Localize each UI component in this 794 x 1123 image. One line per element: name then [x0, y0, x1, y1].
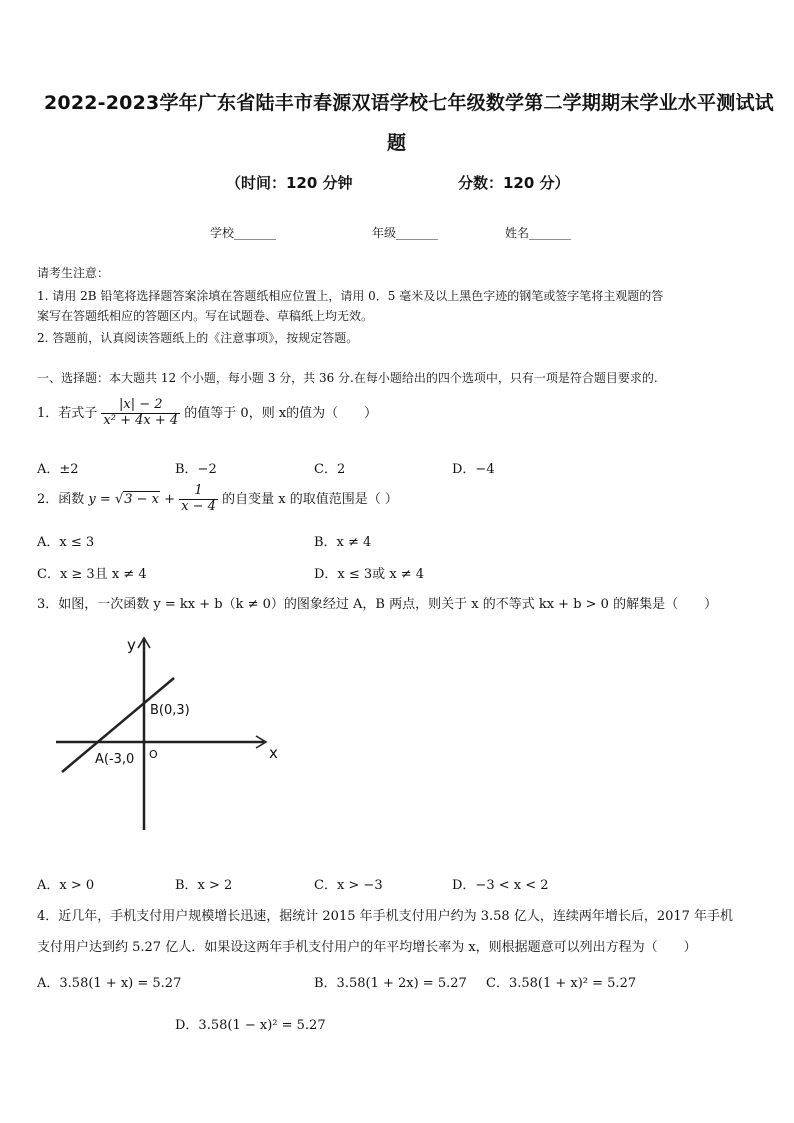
q1-option-c[interactable]: C．2 [314, 462, 346, 477]
notice-item1-line2: 案写在答题纸相应的答题区内。写在试题卷、草稿纸上均无效。 [37, 309, 374, 323]
q1-option-b[interactable]: B．−2 [175, 462, 217, 477]
grade-field: 年级_______ [372, 226, 439, 240]
question-1 [37, 398, 377, 429]
sqrt-symbol-icon: √ [114, 491, 124, 507]
notice-item2: 2. 答题前，认真阅读答题纸上的《注意事项》，按规定答题。 [37, 331, 359, 345]
q1-suffix: 的值等于 0，则 x的值为（ ） [184, 405, 378, 421]
q2-option-d[interactable]: D．x ≤ 3或 x ≠ 4 [314, 567, 425, 582]
q3-option-c[interactable]: C．x > −3 [314, 878, 383, 893]
q2-frac-den: x − 4 [181, 498, 216, 514]
q1-option-d[interactable]: D．−4 [452, 462, 495, 477]
q4-option-d[interactable]: D．3.58(1 − x)² = 5.27 [175, 1018, 326, 1033]
point-a-label: A(-3,0 [95, 752, 135, 767]
q1-denominator: x² + 4x + 4 [103, 412, 179, 428]
page-title-line2: 题 [387, 132, 407, 154]
exam-time: （时间：120 分钟 [226, 174, 353, 192]
q2-fraction [179, 484, 218, 515]
q2-suffix: 的自变量 x 的取值范围是（ ） [222, 491, 398, 507]
origin-label: O [149, 748, 158, 761]
q2-option-c[interactable]: C．x ≥ 3且 x ≠ 4 [37, 567, 147, 582]
point-b-label: B(0,3) [150, 703, 190, 718]
q3-option-a[interactable]: A．x > 0 [37, 878, 95, 893]
question-4-line2: 支付用户达到约 5.27 亿人．如果设这两年手机支付用户的年平均增长率为 x，则根据题意可以列出方程为（ ） [37, 940, 697, 955]
q2-frac-num: 1 [179, 484, 218, 500]
name-field: 姓名_______ [505, 226, 572, 240]
section-heading: 一、选择题：本大题共 12 个小题，每小题 3 分，共 36 分.在每小题给出的四个选项中，只有一项是符合题目要求的. [37, 371, 658, 385]
q2-plus: + [164, 491, 176, 507]
school-field: 学校_______ [210, 226, 277, 240]
question-4-line1: 4．近几年，手机支付用户规模增长迅速，据统计 2015 年手机支付用户约为 3.58 亿人，连续两年增长后，2017 年手机 [37, 909, 734, 924]
q4-option-a[interactable]: A．3.58(1 + x) = 5.27 [37, 976, 182, 991]
q3-graph [50, 630, 290, 840]
q3-option-b[interactable]: B．x > 2 [175, 878, 233, 893]
q2-prefix: 2．函数 [37, 491, 85, 507]
question-3: 3．如图，一次函数 y = kx + b（k ≠ 0）的图象经过 A，B 两点，则关于 x 的不等式 kx + b > 0 的解集是（ ） [37, 597, 718, 612]
q1-numerator: |x| − 2 [101, 398, 180, 414]
q2-y-equals: y = [88, 491, 111, 507]
page-title-line1: 2022-2023学年广东省陆丰市春源双语学校七年级数学第二学期期末学业水平测试试 [44, 92, 774, 114]
notice-heading: 请考生注意： [37, 266, 110, 280]
q1-option-a[interactable]: A．±2 [37, 462, 79, 477]
q2-option-b[interactable]: B．x ≠ 4 [314, 535, 372, 550]
notice-item1-line1: 1. 请用 2B 铅笔将选择题答案涂填在答题纸相应位置上，请用 0．5 毫米及以上黑色字迹的钢笔或签字笔将主观题的答 [37, 289, 664, 303]
q4-option-b[interactable]: B．3.58(1 + 2x) = 5.27 [314, 976, 467, 991]
q4-option-c[interactable]: C．3.58(1 + x)² = 5.27 [486, 976, 637, 991]
q2-option-a[interactable]: A．x ≤ 3 [37, 535, 95, 550]
x-axis-label: x [269, 744, 278, 762]
exam-score: 分数：120 分） [458, 174, 570, 192]
q3-option-d[interactable]: D．−3 < x < 2 [452, 878, 549, 893]
q1-prefix: 1．若式子 [37, 405, 98, 421]
y-axis-label: y [127, 636, 136, 654]
q1-fraction [101, 398, 180, 429]
q2-sqrt-body: 3 − x [124, 491, 159, 507]
question-2 [37, 484, 398, 515]
